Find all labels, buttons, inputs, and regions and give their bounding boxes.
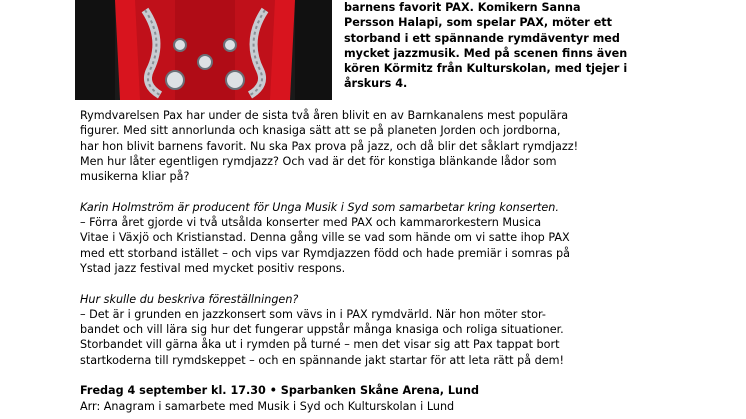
intro-line: mycket jazzmusik. Med på scenen finns även xyxy=(344,46,628,60)
paragraph-pax xyxy=(80,108,680,184)
interview-block-1 xyxy=(80,200,680,276)
text-line: musikerna kliar på? xyxy=(80,170,190,184)
question-producer: Karin Holmström är producent för Unga Musik i Syd som samarbetar kring konserten. xyxy=(80,200,559,214)
text-line: – Det är i grunden en jazzkonsert som vävs in i PAX rymdvärld. När hon möter stor- xyxy=(80,307,546,321)
text-line: Vitae i Växjö och Kristianstad. Denna gång ville se vad som hände om vi satte ihop PAX xyxy=(80,231,570,245)
intro-line: Persson Halapi, som spelar PAX, möter ett xyxy=(344,16,612,30)
text-line: startkoderna till rymdskeppet – och en spännande jakt startar för att leta rätt på dem! xyxy=(80,353,564,367)
intro-line: storband i ett spännande rymdäventyr med xyxy=(344,31,620,45)
text-line: bandet och vill lära sig hur det fungerar uppstår många knasiga och roliga situationer. xyxy=(80,323,564,337)
text-line: Storbandet vill gärna åka ut i rymden på turné – men det visar sig att Pax tappat bort xyxy=(80,338,560,352)
intro-text xyxy=(344,0,644,92)
event-arranger: Arr: Anagram i samarbete med Musik i Syd och Kulturskolan i Lund xyxy=(80,399,455,413)
intro-line: barnens favorit PAX. Komikern Sanna xyxy=(344,1,581,14)
text-line: med ett storband istället – och vips var Rymdjazzen född och hade premiär i somras på xyxy=(80,246,570,260)
event-title: Fredag 4 september kl. 17.30 • Sparbanken Skåne Arena, Lund xyxy=(80,384,479,398)
pax-photo xyxy=(75,0,332,100)
text-line: – Förra året gjorde vi två utsålda konserter med PAX och kammarorkestern Musica xyxy=(80,216,542,230)
pax-suit-illustration xyxy=(75,0,332,100)
text-line: Rymdvarelsen Pax har under de sista två åren blivit en av Barnkanalens mest populära xyxy=(80,109,569,122)
event-info xyxy=(80,383,680,414)
text-line: har hon blivit barnens favorit. Nu ska Pax prova på jazz, och då blir det såklart rymdjazz! xyxy=(80,139,579,153)
interview-block-2 xyxy=(80,292,680,368)
text-line: Men hur låter egentligen rymdjazz? Och vad är det för konstiga blänkande lådor som xyxy=(80,154,557,168)
intro-line: kören Körmitz från Kulturskolan, med tjejer i xyxy=(344,62,628,76)
text-line: Ystad jazz festival med mycket positiv respons. xyxy=(80,261,346,275)
article-body xyxy=(80,108,680,414)
text-line: figurer. Med sitt annorlunda och knasiga sätt att se på planeten Jorden och jordborna, xyxy=(80,124,561,138)
question-description: Hur skulle du beskriva föreställningen? xyxy=(80,292,299,306)
intro-line: årskurs 4. xyxy=(344,77,408,91)
